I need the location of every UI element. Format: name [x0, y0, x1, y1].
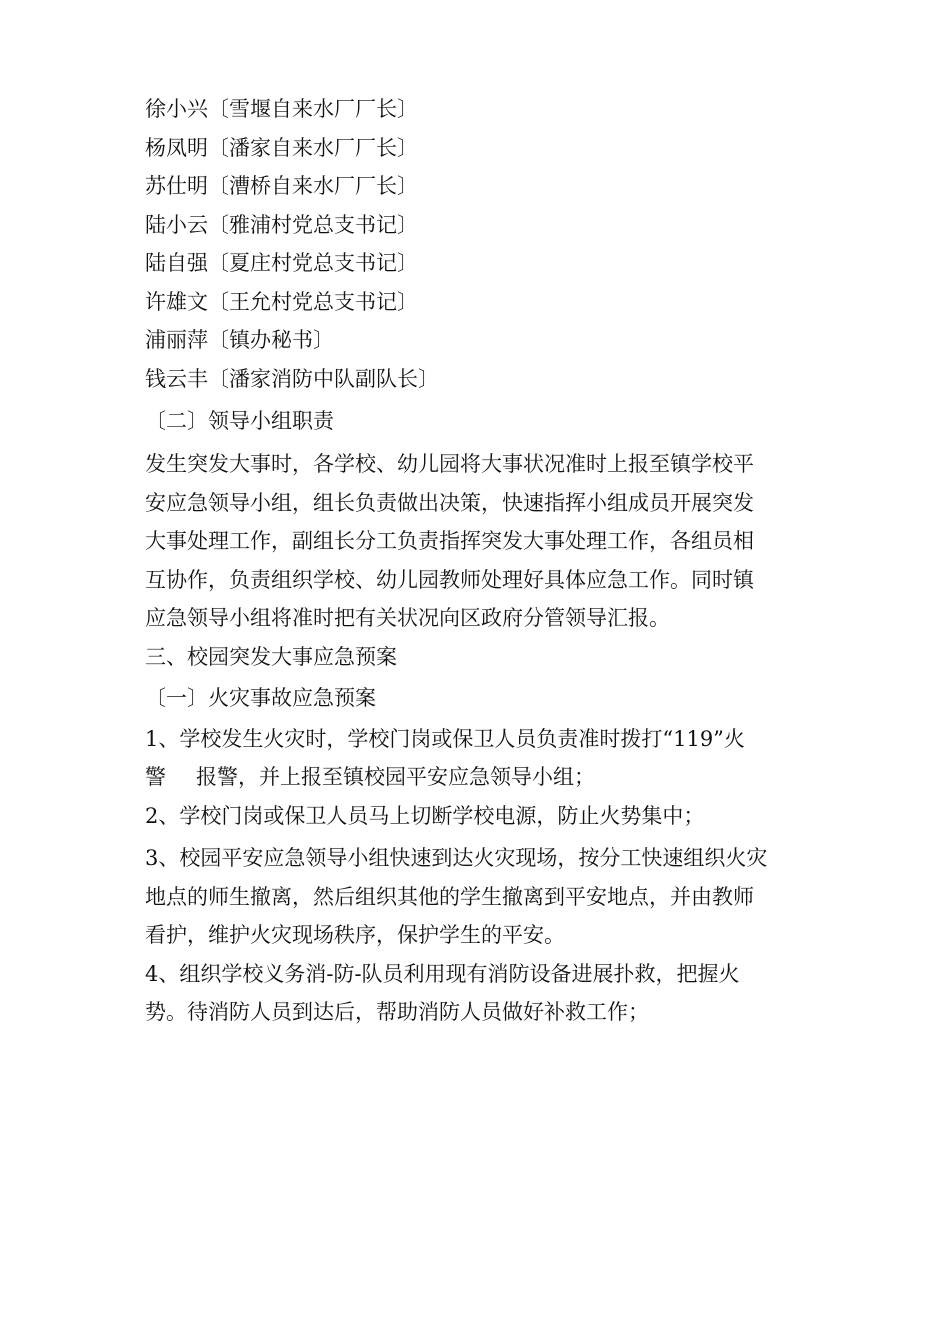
member-line: 徐小兴〔雪堰自来水厂厂长〕 [145, 97, 418, 121]
list-item-3-line-3: 看护，维护火灾现场秩序，保护学生的平安。 [145, 923, 565, 947]
list-item-1-word: 警 [145, 765, 166, 789]
member-line: 陆小云〔雅浦村党总支书记〕 [145, 213, 418, 237]
member-line: 陆自强〔夏庄村党总支书记〕 [145, 251, 418, 275]
paragraph-line: 发生突发大事时，各学校、幼儿园将大事状况准时上报至镇学校平 [145, 452, 754, 476]
paragraph-line: 互协作，负责组织学校、幼儿园教师处理好具体应急工作。同时镇 [145, 568, 754, 592]
list-item-3-line-1: 3、校园平安应急领导小组快速到达火灾现场，按分工快速组织火灾 [145, 846, 768, 870]
member-line: 浦丽萍〔镇办秘书〕 [145, 328, 334, 352]
member-line: 许雄文〔王允村党总支书记〕 [145, 290, 418, 314]
paragraph-line: 应急领导小组将准时把有关状况向区政府分管领导汇报。 [145, 606, 670, 630]
list-item-2: 2、学校门岗或保卫人员马上切断学校电源，防止火势集中； [145, 804, 705, 828]
list-item-1-line-2 [145, 763, 595, 791]
member-line: 杨凤明〔潘家自来水厂厂长〕 [145, 136, 418, 160]
member-line: 钱云丰〔潘家消防中队副队长〕 [145, 367, 439, 391]
list-item-3-line-2: 地点的师生撤离，然后组织其他的学生撤离到平安地点，并由教师 [145, 885, 754, 909]
list-item-4-line-2: 势。待消防人员到达后，帮助消防人员做好补救工作； [145, 1000, 649, 1024]
list-item-4-line-1: 4、组织学校义务消-防-队员利用现有消防设备进展扑救，把握火 [145, 962, 740, 986]
part-heading: 三、校园突发大事应急预案 [145, 645, 397, 669]
section-heading: 〔二〕领导小组职责 [145, 409, 334, 433]
member-line: 苏仕明〔漕桥自来水厂厂长〕 [145, 174, 418, 198]
subsection-heading: 〔一〕火灾事故应急预案 [145, 686, 376, 710]
paragraph-line: 安应急领导小组，组长负责做出决策，快速指挥小组成员开展突发 [145, 491, 754, 515]
paragraph-line: 大事处理工作，副组长分工负责指挥突发大事处理工作，各组员相 [145, 529, 754, 553]
list-item-1-line-1: 1、学校发生火灾时，学校门岗或保卫人员负责准时拨打“119”火 [145, 727, 745, 751]
list-item-1-continuation: 报警，并上报至镇校园平安应急领导小组； [196, 765, 595, 789]
